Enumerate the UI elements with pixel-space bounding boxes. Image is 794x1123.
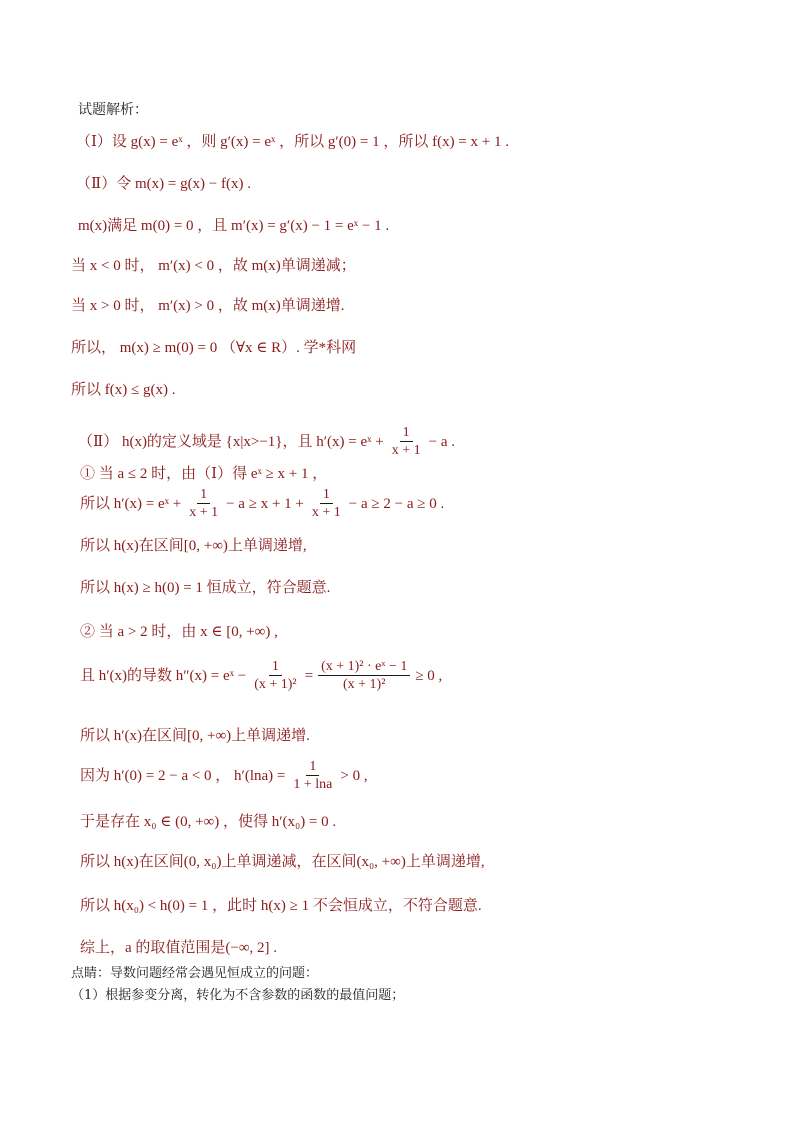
monotonic-intervals-line: 所以 h(x)在区间(0, x₀)上单调递减，在区间(x₀, +∞)上单调递增,: [80, 854, 485, 870]
case-1-conclusion: 所以 h(x) ≥ h(0) = 1 恒成立，符合题意.: [80, 580, 331, 596]
second-derivative-text-a: 且 h′(x)的导数 h″(x) = eˣ −: [80, 667, 247, 684]
case-2-conclusion: 所以 h(x₀) < h(0) = 1 ，此时 h(x) ≥ 1 不会恒成立，不符合题意.: [80, 898, 482, 914]
case-1-line: ① 当 a ≤ 2 时，由（Ⅰ）得 eˣ ≥ x + 1 ，: [80, 466, 328, 482]
fraction: [309, 486, 344, 521]
m-condition-line: m(x)满足 m(0) = 0 ，且 m′(x) = g′(x) − 1 = eˣ − 1 .: [78, 218, 390, 234]
fraction-denominator: 1 + lna: [293, 777, 333, 792]
h-domain-line: [78, 424, 455, 459]
fraction-numerator: (x + 1)² · eˣ − 1: [318, 658, 410, 676]
fraction-numerator: 1: [400, 424, 413, 442]
fraction-numerator: 1: [197, 486, 210, 504]
fraction-denominator: (x + 1)²: [342, 677, 386, 692]
because-text-b: > 0 ,: [340, 767, 368, 784]
fraction: [186, 486, 221, 521]
note-heading: 点睛：导数问题经常会遇见恒成立的问题：: [71, 966, 319, 981]
because-line: [80, 758, 368, 793]
case-1-derivative-line: [80, 486, 444, 521]
equals-sign: =: [304, 667, 314, 684]
derivative-text-c: − a ≥ 2 − a ≥ 0 .: [348, 495, 445, 512]
because-text-a: 因为 h′(0) = 2 − a < 0 ， h′(lna) =: [80, 767, 286, 784]
conclusion-m-line: 所以， m(x) ≥ m(0) = 0 （∀x ∈ R）. 学*科网: [71, 340, 357, 356]
part-1-line: （Ⅰ）设 g(x) = eˣ ，则 g′(x) = eˣ ，所以 g′(0) = 1 ，所以 f(x) = x + 1 .: [76, 134, 509, 150]
fraction-numerator: 1: [306, 758, 319, 776]
derivative-text-a: 所以 h′(x) = eˣ +: [80, 495, 182, 512]
case-x-positive: 当 x > 0 时， m′(x) > 0 ，故 m(x)单调递增.: [71, 298, 345, 314]
part-2-intro: （Ⅱ）令 m(x) = g(x) − f(x) .: [76, 176, 251, 192]
case-x-negative: 当 x < 0 时， m′(x) < 0 ，故 m(x)单调递减；: [71, 258, 356, 274]
fraction-denominator: x + 1: [189, 505, 219, 520]
fraction-denominator: (x + 1)²: [254, 677, 297, 692]
derivative-text-b: − a ≥ x + 1 +: [226, 495, 304, 512]
second-derivative-line: [80, 658, 442, 693]
fraction-numerator: 1: [320, 486, 333, 504]
case-1-increasing: 所以 h(x)在区间[0, +∞)上单调递增,: [80, 538, 307, 554]
fraction-numerator: 1: [269, 658, 282, 676]
fraction: [251, 658, 299, 693]
fraction: [389, 424, 424, 459]
fraction: [290, 758, 335, 793]
h-domain-tail: − a .: [428, 433, 455, 450]
exists-x0-line: 于是存在 x₀ ∈ (0, +∞) ，使得 h′(x₀) = 0 .: [80, 814, 337, 830]
heading-analysis: 试题解析：: [78, 102, 148, 118]
fraction: [318, 658, 410, 693]
h-prime-increasing: 所以 h′(x)在区间[0, +∞)上单调递增.: [80, 728, 310, 744]
case-2-line: ② 当 a > 2 时，由 x ∈ [0, +∞) ,: [80, 624, 278, 640]
fraction-denominator: x + 1: [311, 505, 341, 520]
conclusion-f-le-g: 所以 f(x) ≤ g(x) .: [71, 382, 176, 398]
summary-range-line: 综上，a 的取值范围是(−∞, 2] .: [80, 940, 278, 956]
second-derivative-text-c: ≥ 0 ,: [415, 667, 443, 684]
h-domain-text: （Ⅱ） h(x)的定义域是 {x|x>−1}，且 h′(x) = eˣ +: [78, 433, 384, 450]
fraction-denominator: x + 1: [391, 443, 421, 458]
note-item-1: （1）根据参变分离，转化为不含参数的函数的最值问题；: [71, 988, 405, 1003]
